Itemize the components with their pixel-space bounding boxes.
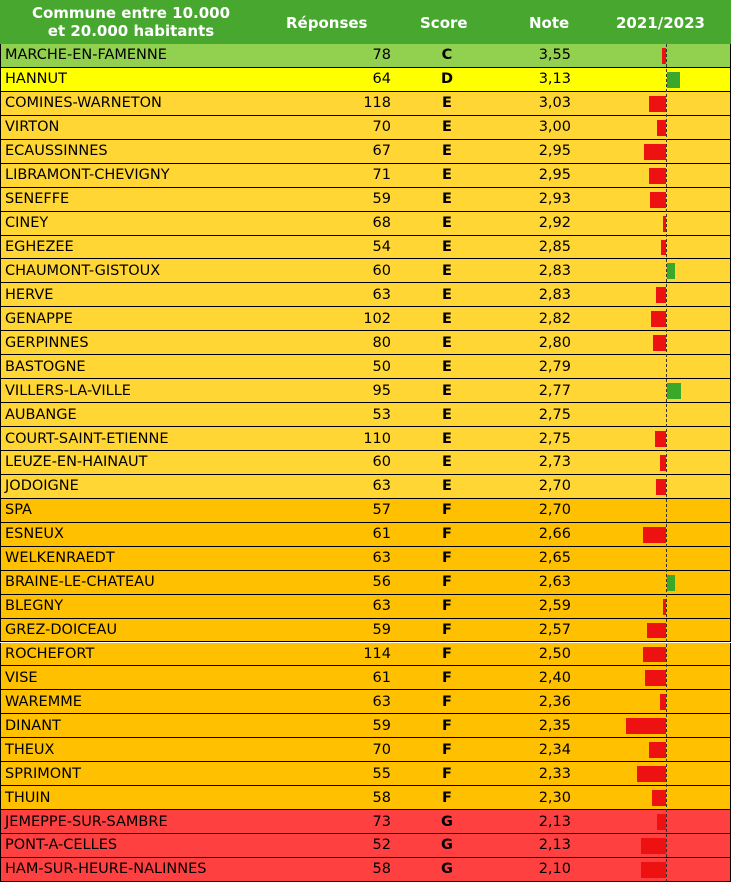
column-divider [0, 571, 1, 594]
commune-name: LIBRAMONT-CHEVIGNY [5, 167, 170, 184]
evolution-bar [650, 192, 666, 208]
reponses-value: 63 [372, 598, 391, 615]
commune-name: VILLERS-LA-VILLE [5, 382, 131, 399]
commune-name: CHAUMONT-GISTOUX [5, 262, 161, 279]
note-value: 2,34 [538, 741, 571, 758]
table-row [0, 44, 731, 68]
commune-name: COMINES-WARNETON [5, 95, 162, 112]
table-row [0, 666, 731, 690]
reponses-value: 52 [372, 837, 391, 854]
column-divider [0, 451, 1, 474]
note-value: 2,80 [538, 334, 571, 351]
column-divider [0, 619, 1, 642]
table-row [0, 236, 731, 260]
commune-name: ECAUSSINNES [5, 143, 108, 160]
table-header [0, 0, 731, 44]
commune-name: JODOIGNE [5, 478, 79, 495]
column-divider [0, 690, 1, 713]
table-row [0, 331, 731, 355]
column-divider [0, 116, 1, 139]
commune-name: GERPINNES [5, 334, 89, 351]
note-value: 2,75 [538, 430, 571, 447]
score-value: E [442, 215, 452, 232]
table-row [0, 92, 731, 116]
score-value: F [442, 598, 452, 615]
column-divider [0, 259, 1, 282]
score-value: G [441, 861, 453, 878]
reponses-value: 59 [372, 717, 391, 734]
score-value: G [441, 813, 453, 830]
score-value: E [442, 119, 452, 136]
note-value: 2,35 [538, 717, 571, 734]
score-value: F [442, 741, 452, 758]
reponses-value: 60 [372, 262, 391, 279]
table-row [0, 427, 731, 451]
commune-name: SENEFFE [5, 191, 70, 208]
commune-name: MARCHE-EN-FAMENNE [5, 47, 167, 64]
reponses-value: 68 [372, 215, 391, 232]
commune-name: BRAINE-LE-CHATEAU [5, 574, 155, 591]
table-row [0, 690, 731, 714]
note-value: 3,00 [538, 119, 571, 136]
commune-name: THUIN [5, 789, 51, 806]
table-row [0, 643, 731, 667]
commune-name: SPRIMONT [5, 765, 81, 782]
reponses-value: 54 [372, 238, 391, 255]
evolution-bar [643, 527, 666, 543]
evolution-bar [626, 718, 666, 734]
column-divider [0, 188, 1, 211]
header-evolution: 2021/2023 [616, 14, 705, 32]
column-divider [0, 666, 1, 689]
commune-name: DINANT [5, 717, 61, 734]
note-value: 3,03 [538, 95, 571, 112]
note-value: 2,95 [538, 143, 571, 160]
score-value: E [442, 310, 452, 327]
column-divider [0, 810, 1, 833]
note-value: 2,13 [538, 837, 571, 854]
reponses-value: 95 [372, 382, 391, 399]
note-value: 2,79 [538, 358, 571, 375]
header-reponses: Réponses [286, 14, 368, 32]
column-divider [0, 427, 1, 450]
evolution-bar [652, 790, 666, 806]
note-value: 2,63 [538, 574, 571, 591]
score-value: E [442, 286, 452, 303]
score-value: F [442, 693, 452, 710]
score-value: F [442, 669, 452, 686]
column-divider [0, 547, 1, 570]
column-divider [0, 762, 1, 785]
column-divider [0, 499, 1, 522]
column-divider [0, 140, 1, 163]
reponses-value: 78 [372, 47, 391, 64]
score-value: E [442, 382, 452, 399]
evolution-bar [647, 623, 666, 639]
reponses-value: 56 [372, 574, 391, 591]
column-divider [0, 595, 1, 618]
note-value: 2,85 [538, 238, 571, 255]
reponses-value: 110 [363, 430, 391, 447]
reponses-value: 53 [372, 406, 391, 423]
column-divider [0, 786, 1, 809]
score-value: F [442, 622, 452, 639]
note-value: 3,55 [538, 47, 571, 64]
column-divider [0, 307, 1, 330]
score-value: F [442, 765, 452, 782]
note-value: 2,13 [538, 813, 571, 830]
reponses-value: 64 [372, 71, 391, 88]
reponses-value: 80 [372, 334, 391, 351]
reponses-value: 58 [372, 789, 391, 806]
column-divider [0, 834, 1, 857]
evolution-bar [660, 455, 666, 471]
table-row [0, 451, 731, 475]
commune-name: VISE [5, 669, 38, 686]
commune-name: ESNEUX [5, 526, 64, 543]
column-divider [0, 164, 1, 187]
commune-name: SPA [5, 502, 32, 519]
column-divider [0, 475, 1, 498]
note-value: 2,33 [538, 765, 571, 782]
column-divider [0, 738, 1, 761]
table-row [0, 738, 731, 762]
reponses-value: 67 [372, 143, 391, 160]
table-row [0, 714, 731, 738]
score-value: E [442, 358, 452, 375]
score-value: F [442, 502, 452, 519]
commune-name: BASTOGNE [5, 358, 86, 375]
table-row [0, 858, 731, 882]
reponses-value: 70 [372, 741, 391, 758]
table-row [0, 307, 731, 331]
evolution-bar [649, 742, 666, 758]
score-value: F [442, 574, 452, 591]
commune-name: GENAPPE [5, 310, 73, 327]
commune-name: WELKENRAEDT [5, 550, 115, 567]
reponses-value: 63 [372, 693, 391, 710]
column-divider [0, 379, 1, 402]
reponses-value: 59 [372, 622, 391, 639]
reponses-value: 63 [372, 550, 391, 567]
header-score: Score [420, 14, 468, 32]
note-value: 2,10 [538, 861, 571, 878]
table-row [0, 475, 731, 499]
note-value: 3,13 [538, 71, 571, 88]
commune-name: ROCHEFORT [5, 645, 95, 662]
reponses-value: 60 [372, 454, 391, 471]
evolution-bar [657, 120, 666, 136]
note-value: 2,73 [538, 454, 571, 471]
commune-name: CINEY [5, 215, 49, 232]
column-divider [0, 355, 1, 378]
note-value: 2,50 [538, 645, 571, 662]
evolution-bar [651, 311, 666, 327]
score-value: E [442, 478, 452, 495]
table-row [0, 140, 731, 164]
column-divider [0, 523, 1, 546]
score-value: E [442, 430, 452, 447]
reponses-value: 118 [363, 95, 391, 112]
commune-name: EGHEZEE [5, 238, 74, 255]
reponses-value: 102 [363, 310, 391, 327]
evolution-bar [644, 144, 666, 160]
note-value: 2,77 [538, 382, 571, 399]
commune-name: WAREMME [5, 693, 82, 710]
table-row [0, 619, 731, 643]
note-value: 2,93 [538, 191, 571, 208]
column-divider [0, 44, 1, 67]
score-value: E [442, 238, 452, 255]
evolution-bar [660, 694, 666, 710]
reponses-value: 114 [363, 645, 391, 662]
table-row [0, 355, 731, 379]
note-value: 2,36 [538, 693, 571, 710]
note-value: 2,57 [538, 622, 571, 639]
table-row [0, 164, 731, 188]
evolution-bar [641, 838, 666, 854]
commune-name: AUBANGE [5, 406, 77, 423]
score-value: E [442, 167, 452, 184]
score-value: G [441, 837, 453, 854]
commune-name: HERVE [5, 286, 54, 303]
column-divider [0, 68, 1, 91]
table-row [0, 571, 731, 595]
column-divider [0, 236, 1, 259]
commune-name: HAM-SUR-HEURE-NALINNES [5, 861, 207, 878]
evolution-bar [637, 766, 666, 782]
note-value: 2,70 [538, 502, 571, 519]
table-row [0, 283, 731, 307]
table-row [0, 403, 731, 427]
score-value: E [442, 143, 452, 160]
evolution-bar [657, 814, 666, 830]
score-value: E [442, 191, 452, 208]
score-value: F [442, 550, 452, 567]
evolution-bar [643, 647, 666, 663]
reponses-value: 61 [372, 526, 391, 543]
evolution-bar [667, 72, 680, 88]
note-value: 2,83 [538, 262, 571, 279]
commune-name: VIRTON [5, 119, 60, 136]
note-value: 2,59 [538, 598, 571, 615]
evolution-bar [667, 575, 675, 591]
table-row [0, 523, 731, 547]
column-divider [0, 714, 1, 737]
note-value: 2,65 [538, 550, 571, 567]
commune-name: THEUX [5, 741, 55, 758]
table-row [0, 188, 731, 212]
score-value: F [442, 717, 452, 734]
reponses-value: 59 [372, 191, 391, 208]
table-row [0, 499, 731, 523]
column-divider [0, 403, 1, 426]
commune-name: BLEGNY [5, 598, 64, 615]
note-value: 2,95 [538, 167, 571, 184]
table-row [0, 810, 731, 834]
score-value: E [442, 454, 452, 471]
reponses-value: 73 [372, 813, 391, 830]
table-row [0, 379, 731, 403]
commune-name: JEMEPPE-SUR-SAMBRE [5, 813, 168, 830]
evolution-bar [667, 383, 681, 399]
note-value: 2,92 [538, 215, 571, 232]
reponses-value: 70 [372, 119, 391, 136]
column-divider [0, 212, 1, 235]
score-value: D [440, 71, 454, 88]
evolution-bar [655, 431, 666, 447]
evolution-bar [667, 263, 675, 279]
note-value: 2,70 [538, 478, 571, 495]
commune-name: HANNUT [5, 71, 67, 88]
table-row [0, 762, 731, 786]
score-value: E [442, 95, 452, 112]
evolution-bar [649, 168, 666, 184]
score-value: F [442, 645, 452, 662]
evolution-bar [641, 862, 666, 878]
reponses-value: 57 [372, 502, 391, 519]
reponses-value: 55 [372, 765, 391, 782]
table-row [0, 595, 731, 619]
score-value: E [442, 262, 452, 279]
commune-name: COURT-SAINT-ETIENNE [5, 430, 169, 447]
reponses-value: 71 [372, 167, 391, 184]
evolution-bar [656, 287, 666, 303]
table-row [0, 68, 731, 92]
column-divider [0, 858, 1, 881]
evolution-bar [653, 335, 666, 351]
table-row [0, 547, 731, 571]
column-divider [0, 92, 1, 115]
note-value: 2,30 [538, 789, 571, 806]
note-value: 2,82 [538, 310, 571, 327]
header-commune: Commune entre 10.000 et 20.000 habitants [31, 4, 231, 40]
table-row [0, 212, 731, 236]
reponses-value: 50 [372, 358, 391, 375]
reponses-value: 63 [372, 478, 391, 495]
commune-name: GREZ-DOICEAU [5, 622, 118, 639]
reponses-value: 61 [372, 669, 391, 686]
header-note: Note [529, 14, 570, 32]
table-row [0, 116, 731, 140]
commune-name: LEUZE-EN-HAINAUT [5, 454, 148, 471]
table-row [0, 834, 731, 858]
table-row [0, 259, 731, 283]
score-value: C [441, 47, 453, 64]
evolution-zero-axis [666, 44, 667, 882]
note-value: 2,83 [538, 286, 571, 303]
note-value: 2,40 [538, 669, 571, 686]
column-divider [0, 283, 1, 306]
column-divider [0, 331, 1, 354]
evolution-bar [656, 479, 666, 495]
column-divider [0, 643, 1, 666]
score-value: E [442, 406, 452, 423]
commune-name: PONT-A-CELLES [5, 837, 118, 854]
note-value: 2,75 [538, 406, 571, 423]
evolution-bar [649, 96, 666, 112]
reponses-value: 58 [372, 861, 391, 878]
reponses-value: 63 [372, 286, 391, 303]
evolution-bar [645, 670, 666, 686]
note-value: 2,66 [538, 526, 571, 543]
score-value: E [442, 334, 452, 351]
table-row [0, 786, 731, 810]
score-value: F [442, 789, 452, 806]
score-value: F [442, 526, 452, 543]
